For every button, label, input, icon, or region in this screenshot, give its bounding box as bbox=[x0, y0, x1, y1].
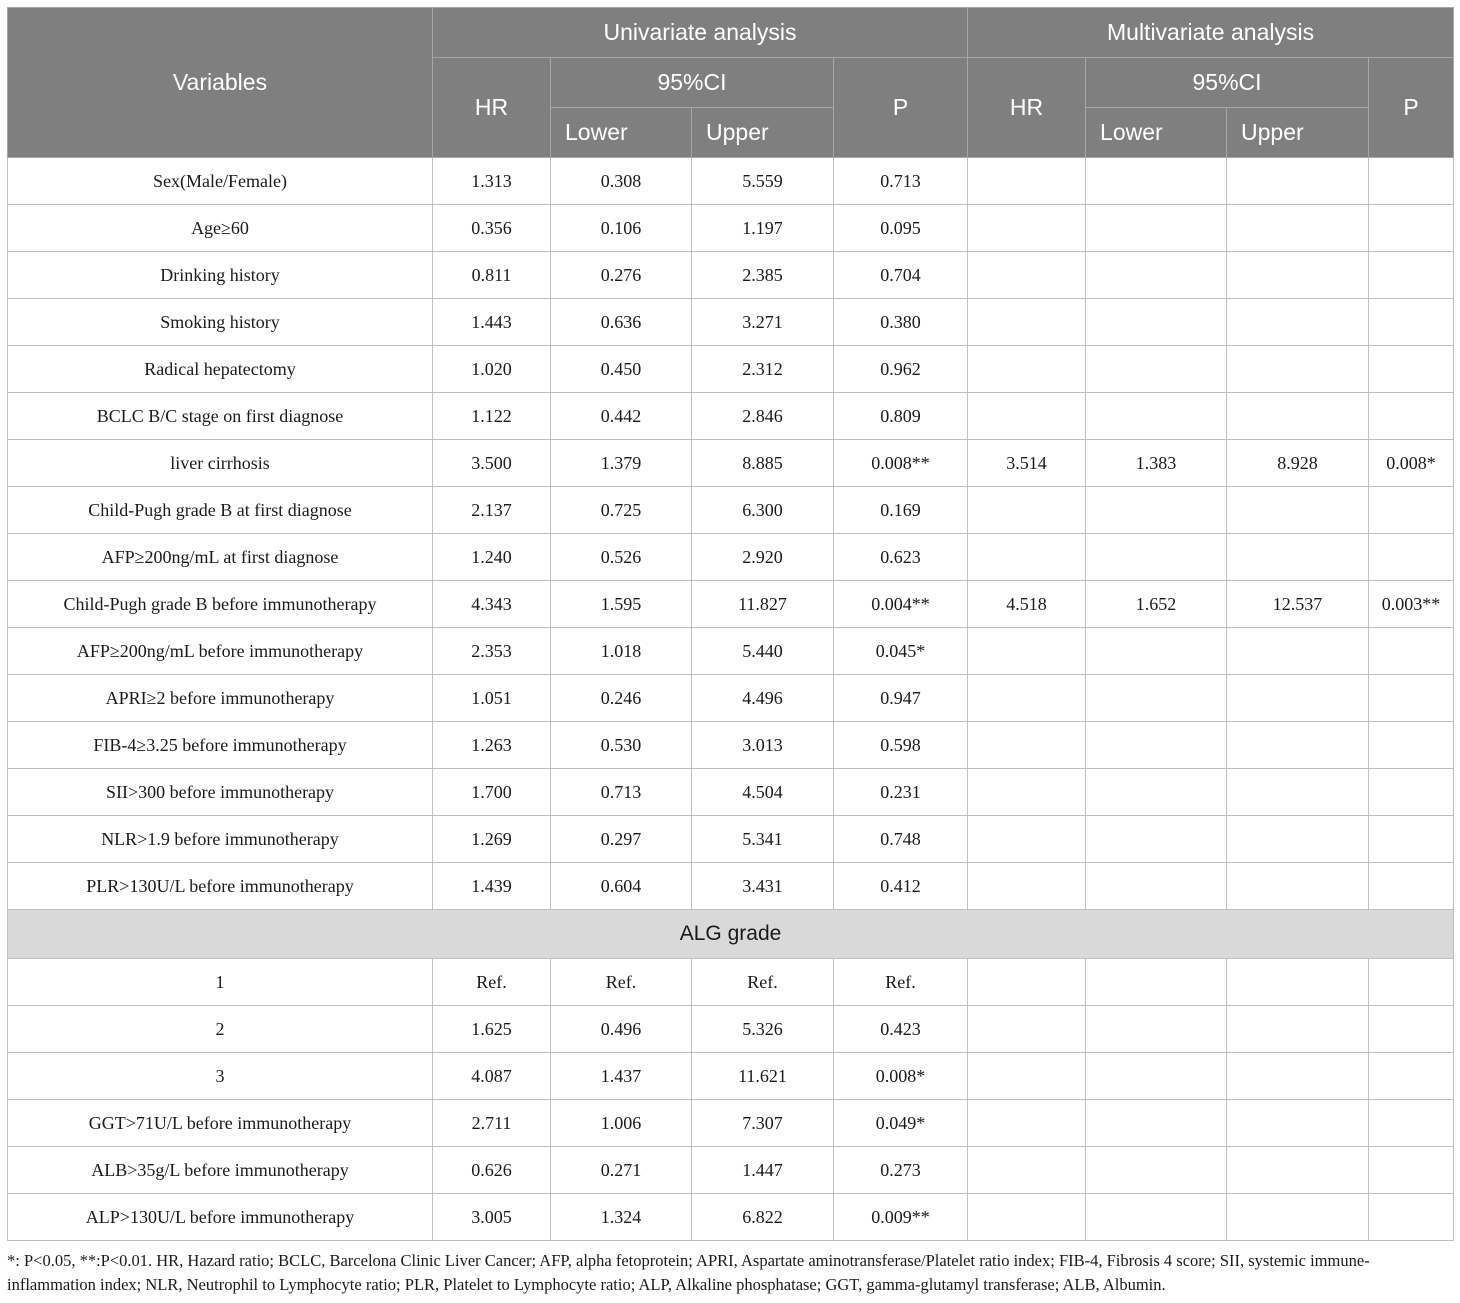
cell-multivariate-upper bbox=[1227, 816, 1369, 863]
cell-univariate-lower: 0.604 bbox=[551, 863, 692, 910]
cell-univariate-upper: 2.312 bbox=[692, 346, 834, 393]
cell-univariate-p: 0.049* bbox=[834, 1100, 968, 1147]
table-row bbox=[8, 252, 1454, 299]
cell-multivariate-p bbox=[1369, 675, 1454, 722]
cell-univariate-upper: 4.496 bbox=[692, 675, 834, 722]
cell-variable: ALP>130U/L before immunotherapy bbox=[8, 1194, 433, 1241]
cell-multivariate-p bbox=[1369, 1053, 1454, 1100]
table-container bbox=[7, 7, 1453, 1297]
section-row-group bbox=[8, 910, 1454, 959]
cell-multivariate-hr bbox=[968, 959, 1086, 1006]
cell-univariate-hr: 1.122 bbox=[433, 393, 551, 440]
cell-multivariate-p bbox=[1369, 393, 1454, 440]
cell-variable: PLR>130U/L before immunotherapy bbox=[8, 863, 433, 910]
cell-multivariate-p bbox=[1369, 1006, 1454, 1053]
table-row bbox=[8, 158, 1454, 205]
cell-univariate-upper: 11.621 bbox=[692, 1053, 834, 1100]
table-row bbox=[8, 346, 1454, 393]
cell-variable: Child-Pugh grade B before immunotherapy bbox=[8, 581, 433, 628]
header-univariate-hr: HR bbox=[433, 58, 551, 158]
cell-variable: APRI≥2 before immunotherapy bbox=[8, 675, 433, 722]
cell-univariate-p: 0.809 bbox=[834, 393, 968, 440]
cell-multivariate-lower bbox=[1086, 675, 1227, 722]
cell-univariate-hr: 1.313 bbox=[433, 158, 551, 205]
cell-multivariate-p bbox=[1369, 534, 1454, 581]
cell-multivariate-p bbox=[1369, 769, 1454, 816]
cell-univariate-hr: 0.626 bbox=[433, 1147, 551, 1194]
cell-multivariate-lower bbox=[1086, 1194, 1227, 1241]
cell-univariate-hr: 4.343 bbox=[433, 581, 551, 628]
cell-univariate-lower: 1.437 bbox=[551, 1053, 692, 1100]
regression-table bbox=[7, 7, 1454, 1241]
cell-variable: 1 bbox=[8, 959, 433, 1006]
cell-univariate-p: 0.045* bbox=[834, 628, 968, 675]
cell-univariate-lower: 1.595 bbox=[551, 581, 692, 628]
cell-variable: Radical hepatectomy bbox=[8, 346, 433, 393]
cell-univariate-lower: 0.530 bbox=[551, 722, 692, 769]
cell-univariate-lower: 0.636 bbox=[551, 299, 692, 346]
cell-univariate-upper: 1.197 bbox=[692, 205, 834, 252]
cell-multivariate-upper bbox=[1227, 1100, 1369, 1147]
cell-multivariate-p bbox=[1369, 863, 1454, 910]
cell-multivariate-p: 0.003** bbox=[1369, 581, 1454, 628]
cell-multivariate-upper bbox=[1227, 628, 1369, 675]
cell-variable: FIB-4≥3.25 before immunotherapy bbox=[8, 722, 433, 769]
cell-multivariate-hr bbox=[968, 863, 1086, 910]
cell-multivariate-lower: 1.652 bbox=[1086, 581, 1227, 628]
cell-multivariate-p: 0.008* bbox=[1369, 440, 1454, 487]
cell-multivariate-lower bbox=[1086, 487, 1227, 534]
cell-univariate-lower: Ref. bbox=[551, 959, 692, 1006]
cell-univariate-p: 0.704 bbox=[834, 252, 968, 299]
cell-univariate-lower: 1.006 bbox=[551, 1100, 692, 1147]
cell-univariate-hr: 4.087 bbox=[433, 1053, 551, 1100]
cell-variable: Child-Pugh grade B at first diagnose bbox=[8, 487, 433, 534]
cell-multivariate-hr bbox=[968, 1006, 1086, 1053]
cell-multivariate-hr bbox=[968, 158, 1086, 205]
cell-univariate-hr: 1.439 bbox=[433, 863, 551, 910]
cell-univariate-upper: 2.920 bbox=[692, 534, 834, 581]
cell-univariate-hr: 1.240 bbox=[433, 534, 551, 581]
cell-univariate-hr: 1.700 bbox=[433, 769, 551, 816]
cell-multivariate-p bbox=[1369, 346, 1454, 393]
table-row bbox=[8, 487, 1454, 534]
table-row bbox=[8, 959, 1454, 1006]
cell-univariate-p: 0.713 bbox=[834, 158, 968, 205]
cell-univariate-hr: Ref. bbox=[433, 959, 551, 1006]
cell-univariate-lower: 0.106 bbox=[551, 205, 692, 252]
cell-univariate-lower: 1.324 bbox=[551, 1194, 692, 1241]
cell-multivariate-upper bbox=[1227, 675, 1369, 722]
cell-multivariate-lower bbox=[1086, 1147, 1227, 1194]
cell-univariate-lower: 0.450 bbox=[551, 346, 692, 393]
header-multivariate-p: P bbox=[1369, 58, 1454, 158]
section-row bbox=[8, 910, 1454, 959]
cell-multivariate-upper bbox=[1227, 1006, 1369, 1053]
cell-multivariate-hr bbox=[968, 628, 1086, 675]
cell-variable: AFP≥200ng/mL at first diagnose bbox=[8, 534, 433, 581]
cell-multivariate-hr bbox=[968, 393, 1086, 440]
cell-univariate-upper: 11.827 bbox=[692, 581, 834, 628]
cell-variable: liver cirrhosis bbox=[8, 440, 433, 487]
cell-univariate-lower: 0.297 bbox=[551, 816, 692, 863]
cell-univariate-p: 0.273 bbox=[834, 1147, 968, 1194]
cell-multivariate-p bbox=[1369, 722, 1454, 769]
cell-multivariate-upper bbox=[1227, 393, 1369, 440]
table-row bbox=[8, 769, 1454, 816]
header-multivariate-upper: Upper bbox=[1227, 108, 1369, 158]
cell-univariate-hr: 1.263 bbox=[433, 722, 551, 769]
table-row bbox=[8, 299, 1454, 346]
cell-univariate-upper: 6.300 bbox=[692, 487, 834, 534]
cell-univariate-lower: 0.496 bbox=[551, 1006, 692, 1053]
cell-multivariate-p bbox=[1369, 816, 1454, 863]
cell-univariate-upper: 5.440 bbox=[692, 628, 834, 675]
cell-univariate-lower: 0.276 bbox=[551, 252, 692, 299]
cell-univariate-hr: 0.356 bbox=[433, 205, 551, 252]
cell-multivariate-hr bbox=[968, 675, 1086, 722]
cell-multivariate-lower bbox=[1086, 863, 1227, 910]
cell-univariate-p: 0.598 bbox=[834, 722, 968, 769]
cell-univariate-p: 0.380 bbox=[834, 299, 968, 346]
section-label: ALG grade bbox=[8, 910, 1454, 959]
cell-univariate-p: 0.095 bbox=[834, 205, 968, 252]
table-row bbox=[8, 816, 1454, 863]
cell-univariate-p: 0.962 bbox=[834, 346, 968, 393]
header-univariate-lower: Lower bbox=[551, 108, 692, 158]
cell-variable: Age≥60 bbox=[8, 205, 433, 252]
cell-multivariate-hr bbox=[968, 722, 1086, 769]
cell-multivariate-hr: 4.518 bbox=[968, 581, 1086, 628]
cell-univariate-lower: 0.526 bbox=[551, 534, 692, 581]
cell-univariate-upper: 6.822 bbox=[692, 1194, 834, 1241]
cell-univariate-hr: 1.625 bbox=[433, 1006, 551, 1053]
table-footnote: *: P<0.05, **:P<0.01. HR, Hazard ratio; BCLC, Barcelona Clinic Liver Cancer; AFP, alpha fetoprotein; APRI, Aspartate aminotransferase/Platelet ratio index; FIB-4, Fibrosis 4 score; SII, systemic immune-inflammation index; NLR, Neutrophil to Lymphocyte ratio; PLR, Platelet to Lymphocyte ratio; ALP, Alkaline phosphatase; GGT, gamma-glutamyl transferase; ALB, Albumin. bbox=[7, 1251, 1370, 1294]
cell-multivariate-hr bbox=[968, 769, 1086, 816]
cell-variable: Smoking history bbox=[8, 299, 433, 346]
table-row bbox=[8, 393, 1454, 440]
table-body-top bbox=[8, 158, 1454, 910]
cell-univariate-p: 0.623 bbox=[834, 534, 968, 581]
header-univariate-upper: Upper bbox=[692, 108, 834, 158]
table-row bbox=[8, 628, 1454, 675]
cell-multivariate-hr bbox=[968, 205, 1086, 252]
table-row bbox=[8, 534, 1454, 581]
cell-univariate-p: 0.947 bbox=[834, 675, 968, 722]
header-multivariate: Multivariate analysis bbox=[968, 8, 1454, 58]
cell-univariate-hr: 2.711 bbox=[433, 1100, 551, 1147]
table-row bbox=[8, 675, 1454, 722]
cell-multivariate-p bbox=[1369, 299, 1454, 346]
cell-univariate-hr: 0.811 bbox=[433, 252, 551, 299]
cell-multivariate-p bbox=[1369, 487, 1454, 534]
cell-univariate-upper: 5.326 bbox=[692, 1006, 834, 1053]
cell-multivariate-upper bbox=[1227, 722, 1369, 769]
cell-variable: 2 bbox=[8, 1006, 433, 1053]
cell-variable: BCLC B/C stage on first diagnose bbox=[8, 393, 433, 440]
cell-multivariate-lower bbox=[1086, 769, 1227, 816]
cell-multivariate-upper bbox=[1227, 1147, 1369, 1194]
cell-univariate-hr: 1.443 bbox=[433, 299, 551, 346]
cell-multivariate-lower bbox=[1086, 534, 1227, 581]
cell-multivariate-upper bbox=[1227, 252, 1369, 299]
header-multivariate-ci: 95%CI bbox=[1086, 58, 1369, 108]
cell-multivariate-lower bbox=[1086, 252, 1227, 299]
cell-univariate-p: 0.748 bbox=[834, 816, 968, 863]
cell-multivariate-hr bbox=[968, 1194, 1086, 1241]
cell-variable: Drinking history bbox=[8, 252, 433, 299]
cell-multivariate-lower bbox=[1086, 346, 1227, 393]
cell-univariate-lower: 0.713 bbox=[551, 769, 692, 816]
cell-multivariate-upper: 8.928 bbox=[1227, 440, 1369, 487]
cell-multivariate-lower bbox=[1086, 158, 1227, 205]
cell-univariate-upper: 5.341 bbox=[692, 816, 834, 863]
cell-univariate-p: 0.008* bbox=[834, 1053, 968, 1100]
cell-univariate-hr: 1.269 bbox=[433, 816, 551, 863]
table-row bbox=[8, 1194, 1454, 1241]
cell-univariate-p: Ref. bbox=[834, 959, 968, 1006]
table-row bbox=[8, 1053, 1454, 1100]
header-multivariate-hr: HR bbox=[968, 58, 1086, 158]
table-header bbox=[8, 8, 1454, 158]
cell-univariate-upper: 8.885 bbox=[692, 440, 834, 487]
cell-multivariate-p bbox=[1369, 628, 1454, 675]
table-row bbox=[8, 863, 1454, 910]
cell-multivariate-p bbox=[1369, 959, 1454, 1006]
cell-univariate-lower: 0.246 bbox=[551, 675, 692, 722]
cell-multivariate-upper bbox=[1227, 299, 1369, 346]
cell-multivariate-upper bbox=[1227, 487, 1369, 534]
table-row bbox=[8, 1006, 1454, 1053]
cell-univariate-upper: 7.307 bbox=[692, 1100, 834, 1147]
cell-univariate-lower: 0.725 bbox=[551, 487, 692, 534]
cell-univariate-upper: 2.385 bbox=[692, 252, 834, 299]
cell-univariate-lower: 0.308 bbox=[551, 158, 692, 205]
cell-multivariate-p bbox=[1369, 1194, 1454, 1241]
cell-variable: SII>300 before immunotherapy bbox=[8, 769, 433, 816]
cell-univariate-p: 0.009** bbox=[834, 1194, 968, 1241]
cell-univariate-p: 0.169 bbox=[834, 487, 968, 534]
table-row bbox=[8, 1100, 1454, 1147]
cell-multivariate-upper bbox=[1227, 769, 1369, 816]
table-row bbox=[8, 722, 1454, 769]
cell-multivariate-upper bbox=[1227, 346, 1369, 393]
cell-multivariate-hr bbox=[968, 534, 1086, 581]
cell-variable: Sex(Male/Female) bbox=[8, 158, 433, 205]
cell-univariate-hr: 2.137 bbox=[433, 487, 551, 534]
cell-multivariate-lower bbox=[1086, 1006, 1227, 1053]
cell-multivariate-lower bbox=[1086, 393, 1227, 440]
cell-univariate-p: 0.412 bbox=[834, 863, 968, 910]
cell-multivariate-p bbox=[1369, 252, 1454, 299]
cell-multivariate-hr bbox=[968, 346, 1086, 393]
cell-univariate-p: 0.004** bbox=[834, 581, 968, 628]
table-row bbox=[8, 440, 1454, 487]
cell-multivariate-p bbox=[1369, 158, 1454, 205]
cell-univariate-lower: 1.018 bbox=[551, 628, 692, 675]
cell-multivariate-upper bbox=[1227, 158, 1369, 205]
cell-variable: NLR>1.9 before immunotherapy bbox=[8, 816, 433, 863]
header-univariate-p: P bbox=[834, 58, 968, 158]
cell-multivariate-upper bbox=[1227, 205, 1369, 252]
cell-multivariate-hr bbox=[968, 1053, 1086, 1100]
cell-univariate-upper: 3.013 bbox=[692, 722, 834, 769]
cell-multivariate-lower bbox=[1086, 722, 1227, 769]
cell-variable: ALB>35g/L before immunotherapy bbox=[8, 1147, 433, 1194]
cell-multivariate-lower bbox=[1086, 299, 1227, 346]
header-univariate: Univariate analysis bbox=[433, 8, 968, 58]
cell-multivariate-p bbox=[1369, 1147, 1454, 1194]
cell-multivariate-upper bbox=[1227, 1194, 1369, 1241]
cell-univariate-upper: 1.447 bbox=[692, 1147, 834, 1194]
cell-univariate-p: 0.231 bbox=[834, 769, 968, 816]
table-row bbox=[8, 581, 1454, 628]
cell-multivariate-upper bbox=[1227, 959, 1369, 1006]
cell-univariate-upper: 4.504 bbox=[692, 769, 834, 816]
cell-univariate-hr: 3.500 bbox=[433, 440, 551, 487]
cell-univariate-upper: Ref. bbox=[692, 959, 834, 1006]
cell-multivariate-lower bbox=[1086, 1100, 1227, 1147]
cell-multivariate-hr bbox=[968, 487, 1086, 534]
cell-multivariate-p bbox=[1369, 205, 1454, 252]
table-body-bottom bbox=[8, 959, 1454, 1241]
cell-univariate-p: 0.008** bbox=[834, 440, 968, 487]
cell-multivariate-lower bbox=[1086, 628, 1227, 675]
cell-multivariate-hr: 3.514 bbox=[968, 440, 1086, 487]
cell-multivariate-p bbox=[1369, 1100, 1454, 1147]
cell-multivariate-upper bbox=[1227, 534, 1369, 581]
cell-univariate-upper: 5.559 bbox=[692, 158, 834, 205]
cell-univariate-hr: 3.005 bbox=[433, 1194, 551, 1241]
cell-variable: 3 bbox=[8, 1053, 433, 1100]
cell-univariate-hr: 1.020 bbox=[433, 346, 551, 393]
cell-multivariate-upper bbox=[1227, 863, 1369, 910]
cell-univariate-upper: 2.846 bbox=[692, 393, 834, 440]
table-row bbox=[8, 1147, 1454, 1194]
cell-multivariate-hr bbox=[968, 1147, 1086, 1194]
cell-univariate-upper: 3.271 bbox=[692, 299, 834, 346]
cell-univariate-lower: 0.271 bbox=[551, 1147, 692, 1194]
cell-univariate-hr: 1.051 bbox=[433, 675, 551, 722]
cell-multivariate-lower bbox=[1086, 1053, 1227, 1100]
header-variables: Variables bbox=[8, 8, 433, 158]
cell-univariate-hr: 2.353 bbox=[433, 628, 551, 675]
cell-variable: GGT>71U/L before immunotherapy bbox=[8, 1100, 433, 1147]
cell-multivariate-upper bbox=[1227, 1053, 1369, 1100]
cell-univariate-lower: 0.442 bbox=[551, 393, 692, 440]
cell-univariate-upper: 3.431 bbox=[692, 863, 834, 910]
table-row bbox=[8, 205, 1454, 252]
header-univariate-ci: 95%CI bbox=[551, 58, 834, 108]
cell-multivariate-hr bbox=[968, 816, 1086, 863]
cell-univariate-lower: 1.379 bbox=[551, 440, 692, 487]
cell-multivariate-lower bbox=[1086, 816, 1227, 863]
cell-multivariate-lower: 1.383 bbox=[1086, 440, 1227, 487]
cell-multivariate-hr bbox=[968, 252, 1086, 299]
cell-multivariate-hr bbox=[968, 299, 1086, 346]
cell-multivariate-hr bbox=[968, 1100, 1086, 1147]
cell-multivariate-lower bbox=[1086, 959, 1227, 1006]
cell-multivariate-lower bbox=[1086, 205, 1227, 252]
cell-univariate-p: 0.423 bbox=[834, 1006, 968, 1053]
header-multivariate-lower: Lower bbox=[1086, 108, 1227, 158]
cell-variable: AFP≥200ng/mL before immunotherapy bbox=[8, 628, 433, 675]
cell-multivariate-upper: 12.537 bbox=[1227, 581, 1369, 628]
